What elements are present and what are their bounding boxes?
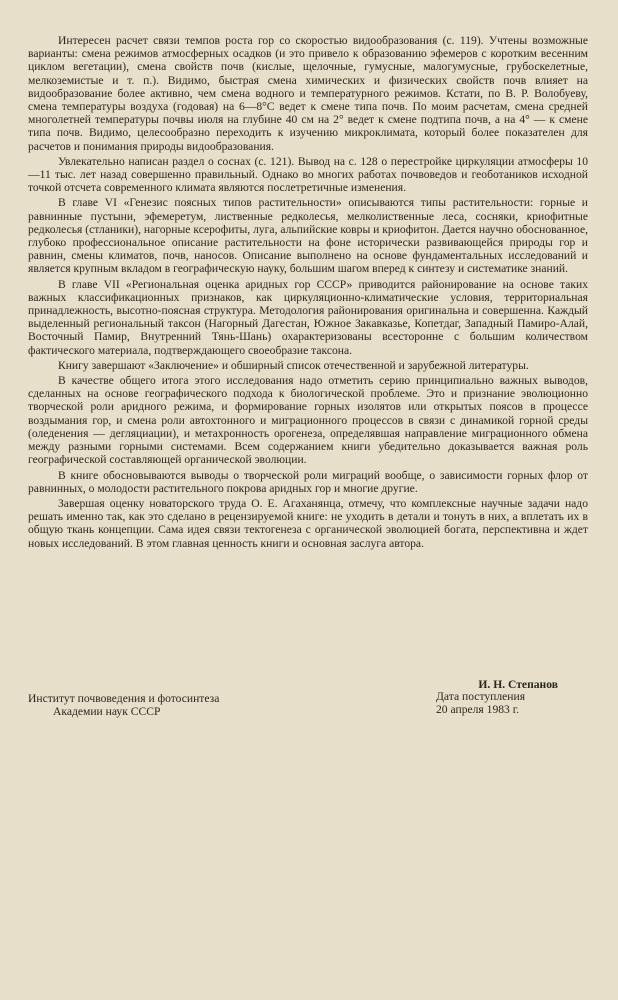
paragraph: Книгу завершают «Заключение» и обширный список отечественной и зарубежной литературы. xyxy=(58,358,529,372)
paragraph: В главе VI «Генезис поясных типов растительности» описываются типы растительности: горные и равнинные пустыни, эфемеретум, лиственные редколесья, мелколиственные леса, сосняки, криофитные редколесья (стланики), нагорные ксерофиты, луга, альпийские ковры и криофитон. Дается научно обоснованное, глубоко профессиональное описание растительности на фоне исторически развивающейся природы гор и равнин, смены климатов, почв, наносов. Описание выполнено на основе фундаментальных исследований и является крупным вкладом в географическую науку, большим шагом вперед к синтезу и систематике знаний. xyxy=(28,196,588,276)
affiliation-line: Институт почвоведения и фотосинтеза xyxy=(28,692,220,705)
paragraph: В качестве общего итога этого исследования надо отметить серию принципиально важных выводов, сделанных на основе географического подхода к биологической проблеме. Это и признание эволюционно творческой роли аридного режима, и формирование горных изолятов или открытых поясов в процессе воздымания гор, и смена роли автохтонного и миграционного процессов в связи с динамикой горной среды (оледенения — дегляциации), и метахронность орогенеза, определявшая направление миграционного обмена между разными горными системами. Всем содержанием книги убедительно доказывается важная роль географической составляющей органической эволюции. xyxy=(28,374,588,467)
received-value: 20 апреля 1983 г. xyxy=(436,703,520,717)
received-label: Дата поступления xyxy=(436,690,526,703)
author-affiliation xyxy=(28,692,219,718)
body-text xyxy=(28,34,588,552)
author-signature: И. Н. Степанов xyxy=(478,678,558,691)
received-date xyxy=(436,690,525,716)
paragraph: В главе VII «Региональная оценка аридных гор СССР» приводится районирование на основе таких важных классификационных признаков, как циркуляционно-климатические условия, территориальная принадлежность, высотно-поясная структура. Методология районирования оригинальна и совершенна. Каждый выделенный региональный таксон (Нагорный Дагестан, Южное Закавказье, Копетдаг, Западный Памиро-Алай, Восточный Памир, Внутренний Тянь-Шань) охарактеризованы всесторонне с большим количеством фактического материала, подтверждающего своеобразие таксона. xyxy=(28,277,588,357)
paragraph: Завершая оценку новаторского труда О. Е. Агаханянца, отмечу, что комплексные научные задачи надо решать именно так, как это сделано в рецензируемой книге: не уходить в детали и тонуть в них, а вплетать их в общую ткань концепции. Сама идея связи тектогенеза с органической эволюцией богата, перспективна и ждет новых исследований. В этом главная ценность книги и основная заслуга автора. xyxy=(28,496,588,550)
paragraph: Увлекательно написан раздел о соснах (с. 121). Вывод на с. 128 о перестройке циркуляции атмосферы 10—11 тыс. лет назад совершенно правильный. Однако во многих работах почвоведов и геоботаников исходной точкой отсчета современного климата являются послетретичные изменения. xyxy=(28,154,588,195)
paragraph: В книге обосновываются выводы о творческой роли миграций вообще, о зависимости горных флор от равнинных, о молодости растительного покрова аридных гор и многие другие. xyxy=(28,468,588,495)
affiliation-line: Академии наук СССР xyxy=(53,705,161,719)
paragraph: Интересен расчет связи темпов роста гор со скоростью видообразования (с. 119). Учтены возможные варианты: смена режимов атмосферных осадков (и это привело к образованию эфемеров с коротким весенним циклом вегетации), смена свойств почв (кислые, щелочные, гумусные, малогумусные, грубоскелетные, мелкоземистые и т. п.). Видимо, быстрая смена химических и физических свойств почв влияет на видообразование более активно, чем смена водного и температурного режимов. Кстати, по В. Р. Волобуеву, смена температуры воздуха (годовая) на 6—8°С ведет к смене типа почв. По моим расчетам, смена средней многолетней температуры почвы июля на глубине 40 см на 2° ведет к смене подтипа почв, а на 4° — к смене типа почв. Видимо, целесообразно переходить к изучению микроклимата, который более показателен для расчетов и понимания природы видообразования. xyxy=(28,34,588,153)
